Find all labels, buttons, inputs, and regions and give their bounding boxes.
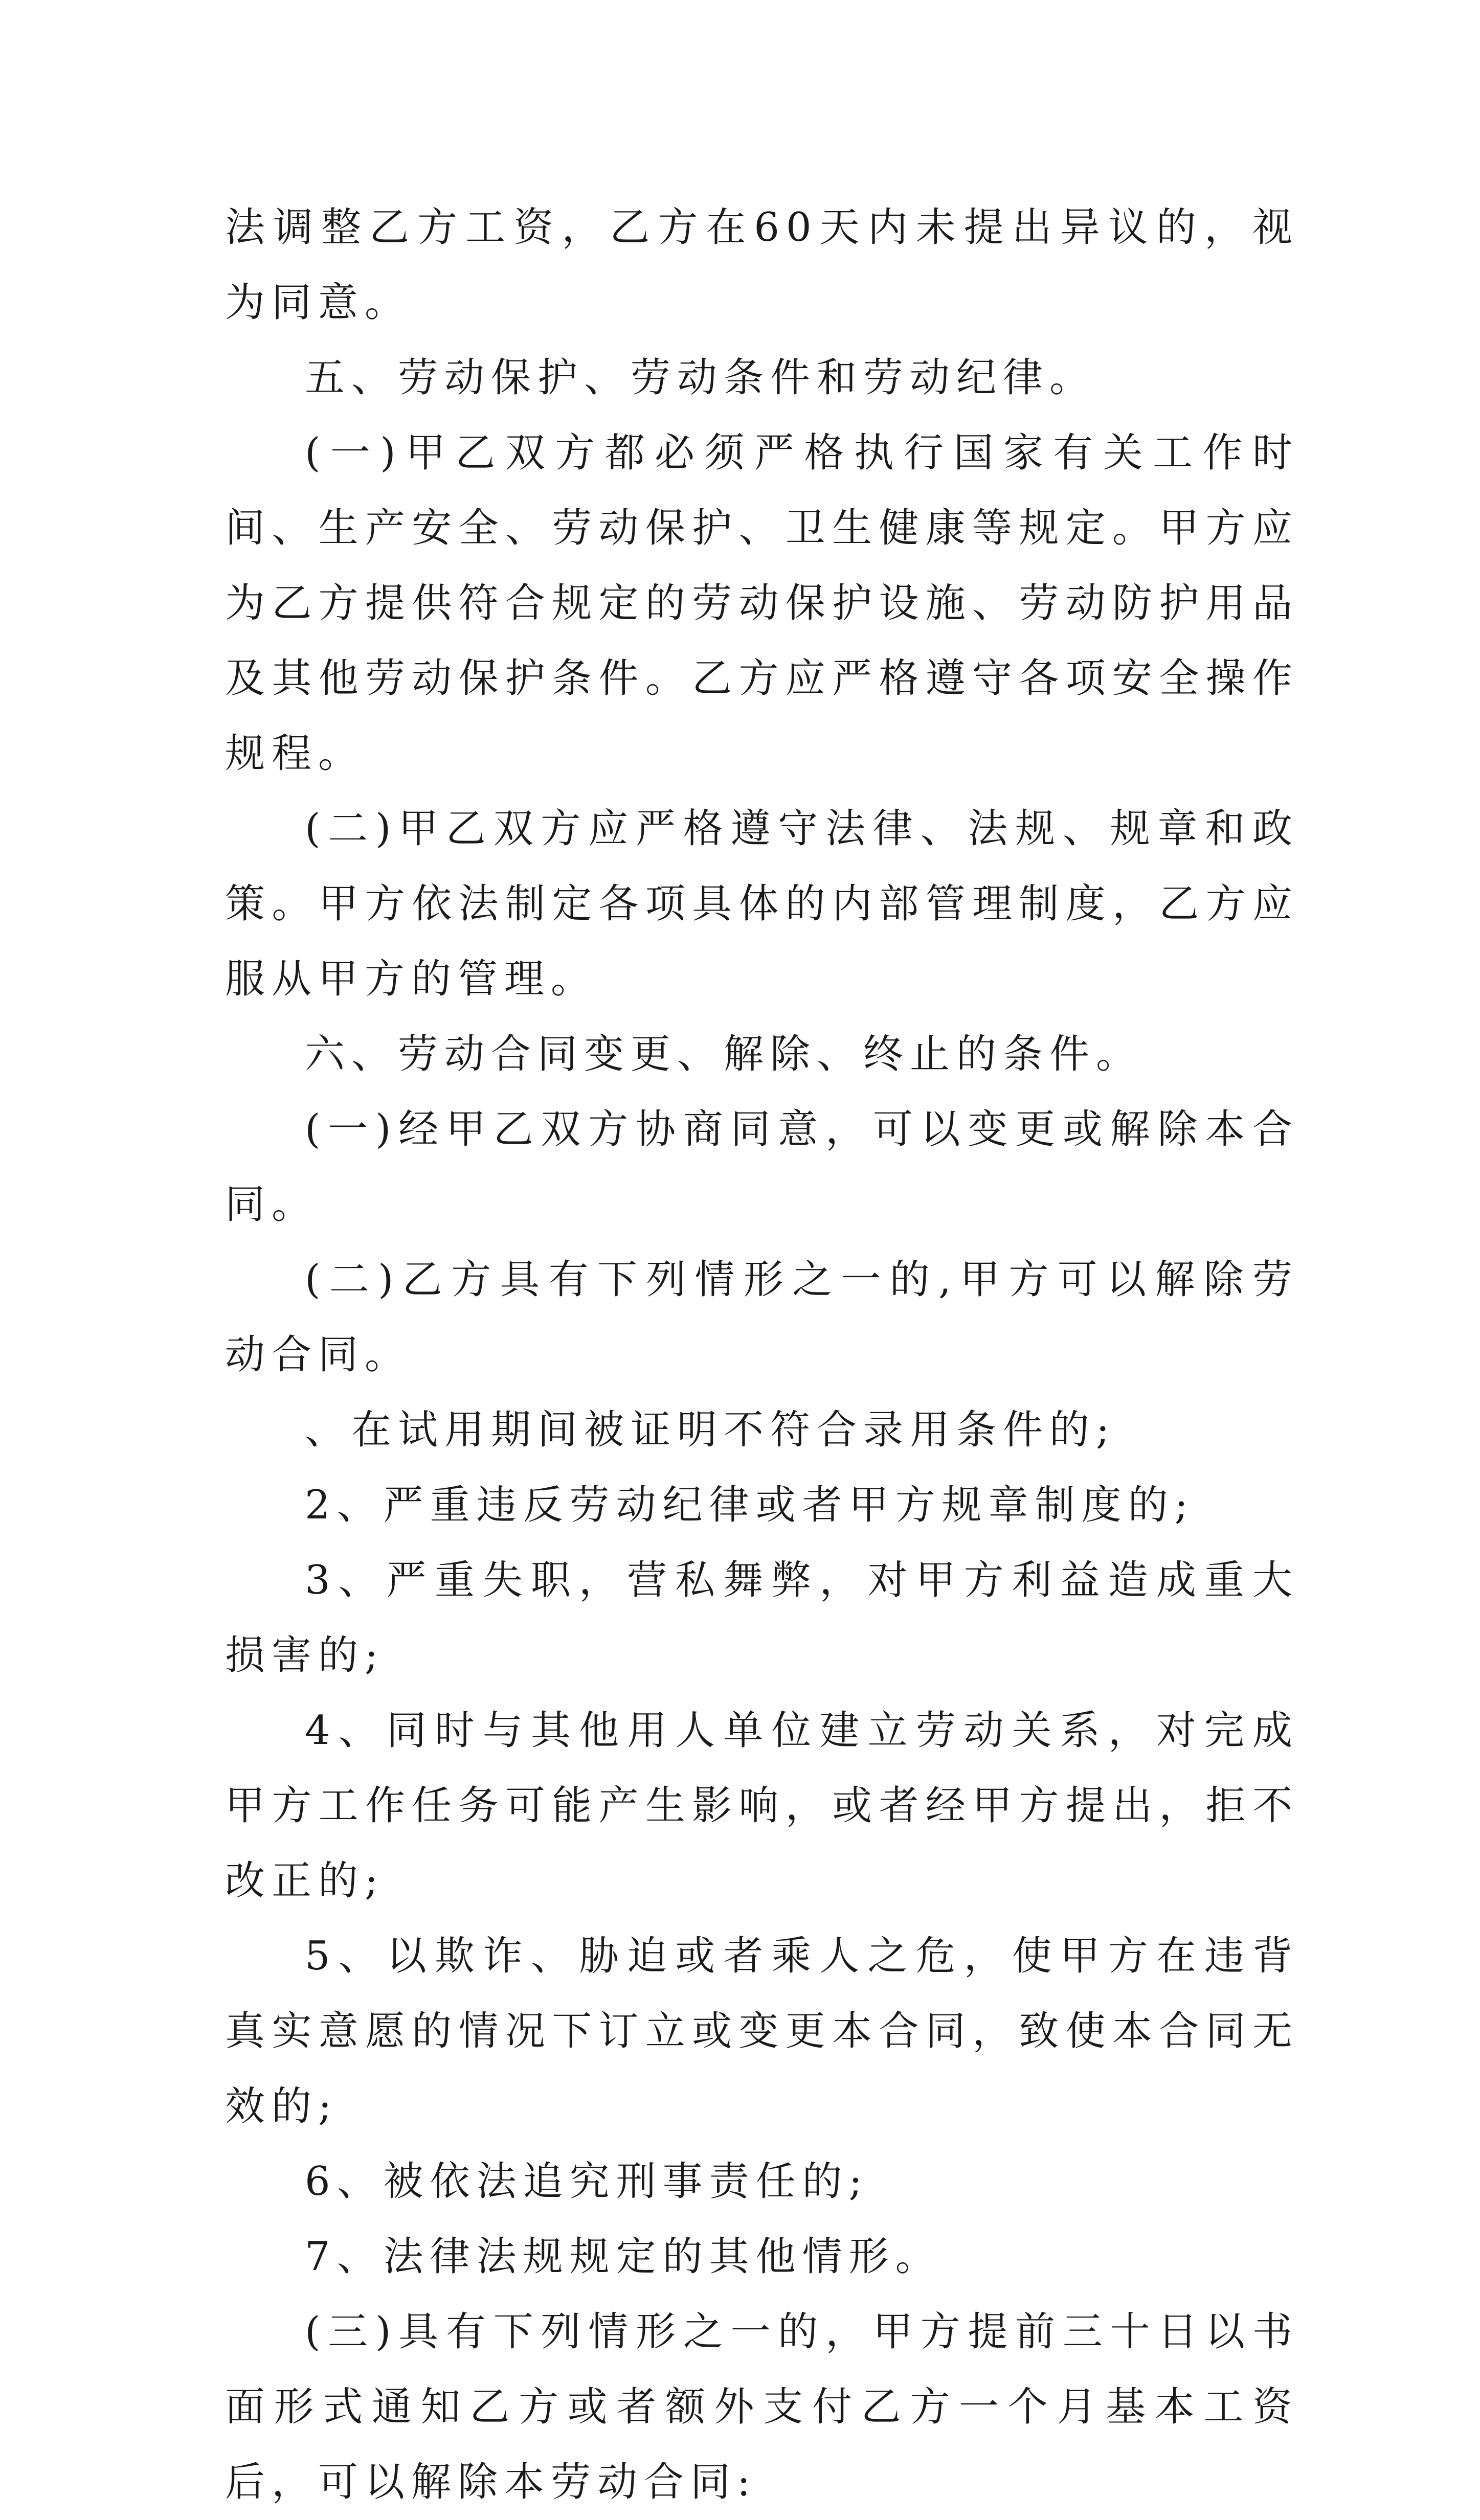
paragraph-6-2: (二)乙方具有下列情形之一的,甲方可以解除劳动合同。 [225,1257,1299,1378]
section-heading-5: 五、劳动保护、劳动条件和劳动纪律。 [305,355,1096,401]
document-body [225,190,1299,2520]
paragraph-6-3: (三)具有下列情形之一的，甲方提前三十日以书面形式通知乙方或者额外支付乙方一个月基本工资后，可以解除本劳动合同: [225,2309,1299,2505]
section-heading-6: 六、劳动合同变更、解除、终止的条件。 [305,1031,1143,1077]
list-item-6: 6、被依法追究刑事责任的; [305,2159,869,2205]
paragraph-6-1: (一)经甲乙双方协商同意，可以变更或解除本合同。 [225,1106,1299,1228]
paragraph-5-2: (二)甲乙双方应严格遵守法律、法规、规章和政策。甲方依法制定各项具体的内部管理制度，乙方应服从甲方的管理。 [225,806,1299,1002]
paragraph-5-1: (一)甲乙双方都必须严格执行国家有关工作时间、生产安全、劳动保护、卫生健康等规定。甲方应为乙方提供符合规定的劳动保护设施、劳动防护用品及其他劳动保护条件。乙方应严格遵守各项安全操作规程。 [225,430,1299,777]
list-item-2: 2、严重违反劳动纪律或者甲方规章制度的; [305,1482,1195,1528]
list-item-5: 5、以欺诈、胁迫或者乘人之危，使甲方在违背真实意愿的情况下订立或变更本合同，致使本合同无效的; [225,1933,1299,2129]
list-item-1: 、在试用期间被证明不符合录用条件的; [305,1407,1116,1453]
list-item-3: 3、严重失职，营私舞弊，对甲方利益造成重大损害的; [225,1557,1299,1678]
list-item-7: 7、法律法规规定的其他情形。 [305,2234,942,2280]
paragraph-1: 法调整乙方工资，乙方在60天内未提出异议的，视为同意。 [225,205,1299,326]
list-item-4: 4、同时与其他用人单位建立劳动关系，对完成甲方工作任务可能产生影响，或者经甲方提出，拒不改正的; [225,1708,1299,1904]
